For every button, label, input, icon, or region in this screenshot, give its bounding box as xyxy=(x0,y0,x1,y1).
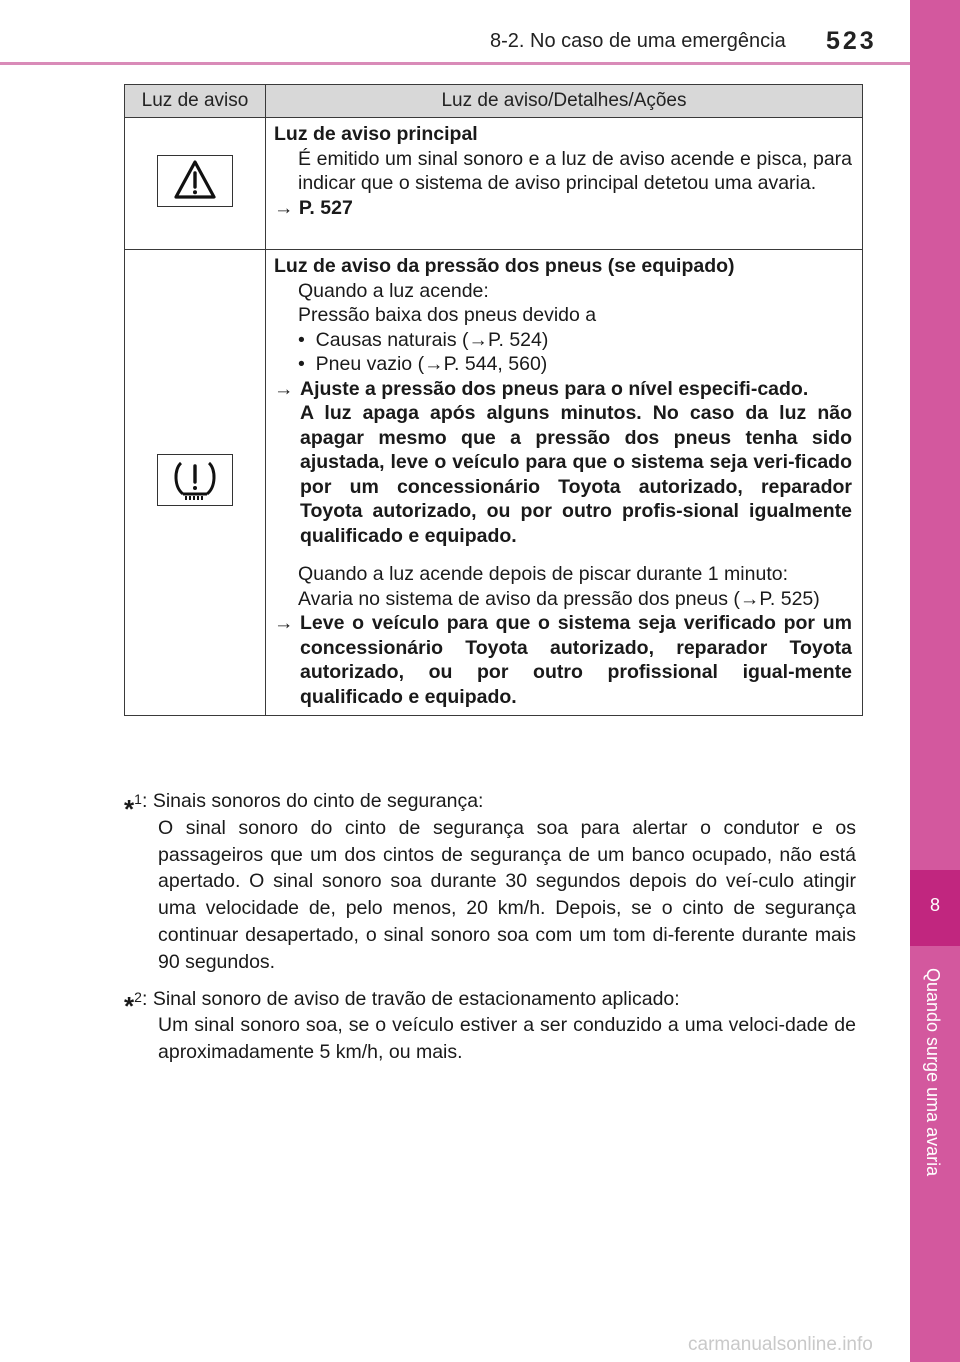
page-number: 523 xyxy=(826,27,877,55)
table-row xyxy=(125,118,863,250)
arrow-symbol: → xyxy=(274,196,294,219)
action-text: Ajuste a pressão dos pneus para o nível especifi-cado. xyxy=(300,377,809,400)
watermark: carmanualsonline.info xyxy=(688,1334,873,1355)
detail-cell xyxy=(266,118,863,250)
footnote-marker: *$^2$ xyxy=(124,988,142,1022)
footnote xyxy=(124,788,856,976)
list-item xyxy=(274,328,852,353)
column-header-details: Luz de aviso/Detalhes/Ações xyxy=(266,85,863,118)
list-item xyxy=(274,352,852,377)
action-text: A luz apaga após alguns minutos. No caso da luz não apagar mesmo que a pressão dos pneus tenha sido ajustada, leve o veículo para que o sistema seja veri-ficado por um concessionário Toyota autorizado, reparador Toyota autorizado, ou por outro profis-sional igualmente qualificado e equipado. xyxy=(300,402,852,547)
footnote-head: : Sinais sonoros do cinto de segurança: xyxy=(142,790,484,812)
detail-cell xyxy=(266,250,863,716)
list-item-text: Pneu vazio (→P. 544, 560) xyxy=(315,353,548,375)
list-item-text: Causas naturais (→P. 524) xyxy=(315,328,549,351)
chapter-number: 8 xyxy=(929,895,940,915)
table-row xyxy=(125,250,863,716)
icon-cell xyxy=(125,118,266,250)
footnotes xyxy=(124,788,856,1076)
page-reference-link[interactable]: P. 527 xyxy=(298,196,353,219)
row-title: Luz de aviso principal xyxy=(274,123,478,145)
condition-text: Quando a luz acende: xyxy=(298,279,489,302)
footnote-head: : Sinal sonoro de aviso de travão de estacionamento aplicado: xyxy=(142,987,680,1010)
action-text: Leve o veículo para que o sistema seja verificado por um concessionário Toyota autorizado, reparador Toyota autorizado, ou por outro profissional igual-mente qualificado e equipado. xyxy=(300,612,852,708)
tire-pressure-warning-icon xyxy=(157,454,233,506)
bullet: • xyxy=(298,353,305,375)
row-reference xyxy=(274,196,852,221)
footnote-body: O sinal sonoro do cinto de segurança soa para alertar o condutor e os passageiros que um dos cintos de segurança de um banco ocupado, não está apertado. O sinal sonoro soa durante 30 segundos depois do veí-culo atingir uma velocidade de, pelo menos, 20 km/h. Depois, se o cinto de segurança continuar desapertado, o sinal sonoro soa com um tom di-ferente durante mais 90 segundos. xyxy=(158,816,856,973)
row-title: Luz de aviso da pressão dos pneus (se equipado) xyxy=(274,255,735,277)
arrow-symbol: → xyxy=(274,612,294,634)
footnote-marker: *$^1$ xyxy=(124,791,142,824)
arrow-symbol: → xyxy=(274,377,294,400)
cause-text: Pressão baixa dos pneus devido a xyxy=(298,304,597,326)
condition-text: Quando a luz acende depois de piscar durante 1 minuto: xyxy=(298,563,788,585)
header-divider xyxy=(0,62,910,65)
row-description: É emitido um sinal sonoro e a luz de aviso acende e pisca, para indicar que o sistema de aviso principal detetou uma avaria. xyxy=(298,147,852,194)
column-header-warning-light: Luz de aviso xyxy=(125,85,266,118)
warning-light-table xyxy=(124,84,863,716)
malfunction-text: Avaria no sistema de aviso da pressão dos pneus (→P. 525) xyxy=(298,587,820,610)
action-block xyxy=(274,377,852,549)
footnote xyxy=(124,986,856,1066)
table-header-row xyxy=(125,85,863,118)
action-block xyxy=(274,611,852,709)
master-warning-triangle-icon xyxy=(157,155,233,207)
chapter-title: Quando surge uma avaria xyxy=(923,968,943,1177)
bullet: • xyxy=(298,328,305,351)
section-title: 8-2. No caso de uma emergência xyxy=(490,30,786,52)
icon-cell xyxy=(125,250,266,716)
footnote-body: Um sinal sonoro soa, se o veículo estiver a ser conduzido a uma veloci-dade de aproximadamente 5 km/h, ou mais. xyxy=(158,1014,856,1064)
